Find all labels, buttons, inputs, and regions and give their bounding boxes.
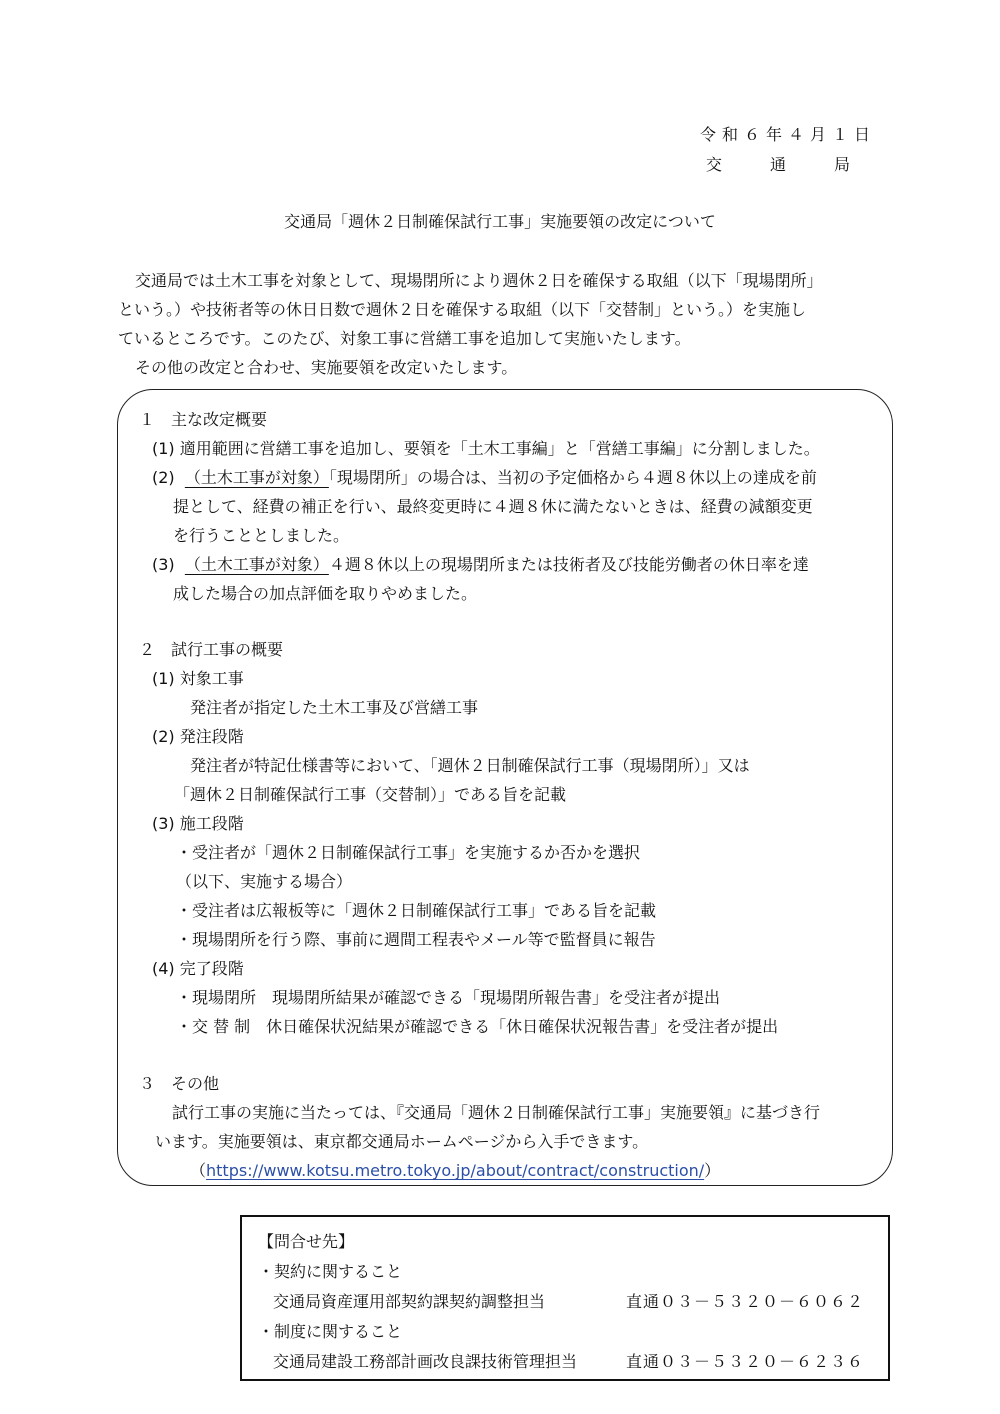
section-2-item-3-bullet: ・現場閉所を行う際、事前に週間工程表やメール等で監督員に報告 [176, 930, 656, 949]
section-1-item-2 [152, 470, 817, 486]
section-1-item-2-line: を行うこととしました。 [173, 526, 350, 545]
intro-line: という。）や技術者等の休日日数で週休２日を確保する取組（以下「交替制」という。）を実施し [118, 300, 807, 319]
section-2-heading: ２ 試行工事の概要 [139, 640, 284, 659]
section-3-url-line [190, 1163, 720, 1179]
section-2-item-1-body: 発注者が指定した土木工事及び営繕工事 [190, 698, 479, 717]
intro-line: 交通局では土木工事を対象として、現場閉所により週休２日を確保する取組（以下「現場閉所」 [135, 271, 823, 290]
item-number: (3) [152, 555, 185, 574]
section-2-item-2-body: 「週休２日制確保試行工事（交替制）」である旨を記載 [174, 785, 567, 804]
issuer-org [706, 155, 899, 174]
section-1-item-1: (1) 適用範囲に営繕工事を追加し、要領を「土木工事編」と「営繕工事編」に分割しました。 [152, 439, 820, 458]
section-2-item-4-bullet: ・現場閉所 現場閉所結果が確認できる「現場閉所報告書」を受注者が提出 [176, 988, 721, 1007]
issuer-org-text: 交通局 [706, 155, 899, 174]
section-1-heading: １ 主な改定概要 [139, 410, 268, 429]
kotsu-homepage-link[interactable]: https://www.kotsu.metro.tokyo.jp/about/contract/construction/ [206, 1161, 705, 1180]
contact-dept-contract: 交通局資産運用部契約課契約調整担当 [273, 1292, 546, 1311]
section-2-item-3: (3) 施工段階 [152, 814, 244, 833]
contact-category-contract: ・契約に関すること [258, 1262, 403, 1281]
intro-line: ているところです。このたび、対象工事に営繕工事を追加して実施いたします。 [118, 329, 691, 348]
section-2-item-2-body: 発注者が特記仕様書等において、「週休２日制確保試行工事（現場閉所）」又は [190, 756, 750, 775]
section-1-item-3-line: 成した場合の加点評価を取りやめました。 [173, 584, 478, 603]
section-3-line: 試行工事の実施に当たっては、『交通局「週休２日制確保試行工事」実施要領』に基づき行 [172, 1103, 821, 1122]
section-1-item-3 [152, 557, 809, 573]
contact-phone-system: 直通０３－５３２０－６２３６ [626, 1352, 865, 1371]
document-title: 交通局「週休２日制確保試行工事」実施要領の改定について [284, 212, 716, 231]
contact-dept-system: 交通局建設工務部計画改良課技術管理担当 [273, 1352, 578, 1371]
intro-line: その他の改定と合わせ、実施要領を改定いたします。 [135, 358, 518, 377]
section-2-item-2: (2) 発注段階 [152, 727, 244, 746]
issue-date-text: 令和６年４月１日 [700, 125, 877, 144]
section-2-item-4: (4) 完了段階 [152, 959, 244, 978]
scope-note-underlined: （土木工事が対象） [184, 555, 329, 574]
section-2-item-3-bullet: ・受注者が「週休２日制確保試行工事」を実施するか否かを選択 [176, 843, 641, 862]
contact-heading: 【問合せ先】 [258, 1232, 355, 1251]
section-2-item-4-bullet: ・交 替 制 休日確保状況結果が確認できる「休日確保状況報告書」を受注者が提出 [176, 1017, 779, 1036]
item-text: 「現場閉所」の場合は、当初の予定価格から４週８休以上の達成を前 [328, 468, 817, 487]
section-1-item-2-line: 提として、経費の補正を行い、最終変更時に４週８休に満たないときは、経費の減額変更 [173, 497, 813, 516]
section-2-item-1: (1) 対象工事 [152, 669, 244, 688]
section-2-item-3-note: （以下、実施する場合） [176, 872, 353, 891]
item-text: ４週８休以上の現場閉所または技術者及び技能労働者の休日率を達 [328, 555, 809, 574]
contact-category-system: ・制度に関すること [258, 1322, 403, 1341]
scope-note-underlined: （土木工事が対象） [184, 468, 329, 487]
section-3-heading: ３ その他 [139, 1074, 220, 1093]
paren: （ [190, 1161, 207, 1180]
contact-phone-contract: 直通０３－５３２０－６０６２ [626, 1292, 865, 1311]
section-2-item-3-bullet: ・受注者は広報板等に「週休２日制確保試行工事」である旨を記載 [176, 901, 657, 920]
item-number: (2) [152, 468, 185, 487]
section-3-line: います。実施要領は、東京都交通局ホームページから入手できます。 [155, 1132, 649, 1151]
paren: ） [704, 1161, 721, 1180]
issue-date [700, 127, 880, 143]
intro-paragraph [118, 266, 888, 382]
